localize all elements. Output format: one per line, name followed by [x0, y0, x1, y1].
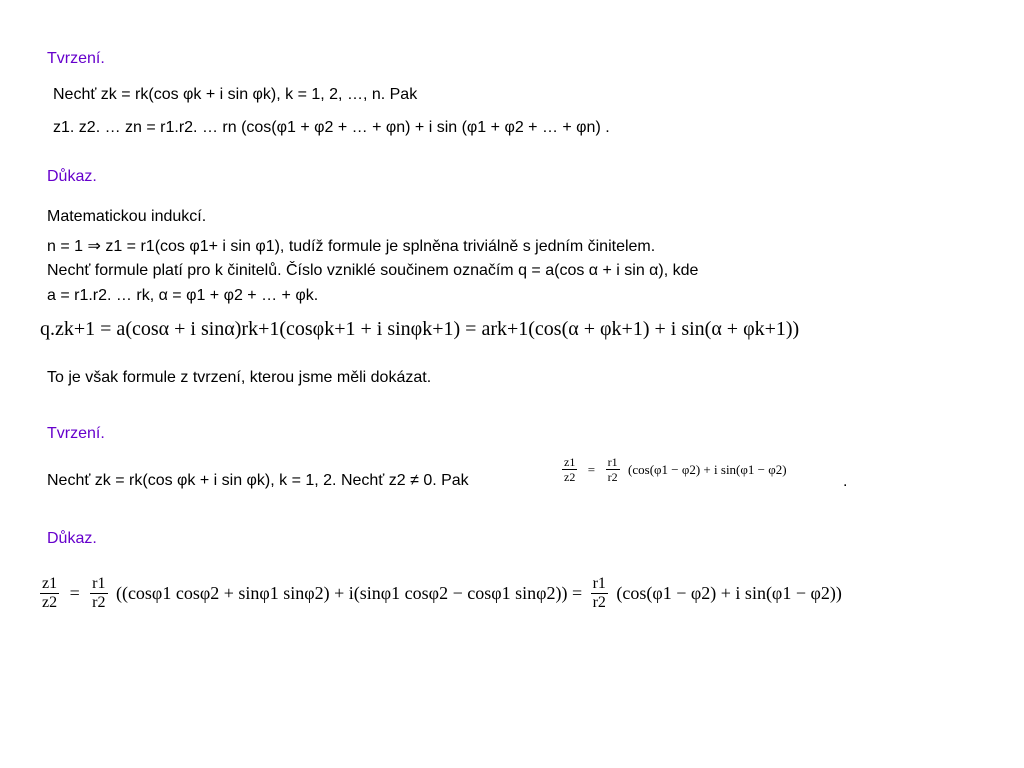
- proof1-heading: Důkaz.: [47, 168, 97, 185]
- proof1-line4: a = r1.r2. … rk, α = φ1 + φ2 + … + φk.: [47, 287, 319, 304]
- proof1-conclusion: To je však formule z tvrzení, kterou jsme měli dokázat.: [47, 369, 432, 386]
- proof2-formula: [40, 575, 842, 612]
- section2-formula-rest: (cos(φ1 − φ2) + i sin(φ1 − φ2): [628, 461, 787, 477]
- section2-formula: [562, 455, 787, 484]
- proof1-line3: Nechť formule platí pro k činitelů. Číslo vzniklé součinem označím q = a(cos α + i sin α), kde: [47, 262, 699, 279]
- fraction-z1-z2: $\frac{z1}{z2}$: [42, 575, 58, 611]
- equals-sign: =: [69, 583, 80, 603]
- section2-heading: Tvrzení.: [47, 425, 105, 442]
- fraction-r1-r2: $\frac{r1}{r2}$: [607, 455, 618, 484]
- section1-heading: Tvrzení.: [47, 50, 105, 67]
- section2-line1: Nechť zk = rk(cos φk + i sin φk), k = 1, 2. Nechť z2 ≠ 0. Pak: [47, 472, 469, 489]
- proof2-formula-middle: ((cosφ1 cosφ2 + sinφ1 sinφ2) + i(sinφ1 cosφ2 − cosφ1 sinφ2)) =: [115, 583, 583, 603]
- proof2-formula-end: (cos(φ1 − φ2) + i sin(φ1 − φ2)): [616, 583, 842, 603]
- section2-period: .: [843, 473, 848, 490]
- section1-line1: Nechť zk = rk(cos φk + i sin φk), k = 1, 2, …, n. Pak: [53, 86, 418, 103]
- fraction-r1-r2-second: $\frac{r1}{r2}$: [592, 575, 606, 611]
- proof1-line1: Matematickou indukcí.: [47, 208, 207, 225]
- proof1-line2: n = 1 ⇒ z1 = r1(cos φ1+ i sin φ1), tudíž formule je splněna triviálně s jedním činitelem.: [47, 238, 656, 255]
- fraction-z1-z2: $\frac{z1}{z2}$: [564, 455, 576, 484]
- proof1-equation: q.zk+1 = a(cosα + i sinα)rk+1(cosφk+1 + i sinφk+1) = ark+1(cos(α + φk+1) + i sin(α + φk+1)): [40, 318, 800, 340]
- proof2-heading: Důkaz.: [47, 530, 97, 547]
- fraction-r1-r2: $\frac{r1}{r2}$: [92, 575, 106, 611]
- section1-line2: z1. z2. … zn = r1.r2. … rn (cos(φ1 + φ2 + … + φn) + i sin (φ1 + φ2 + … + φn) .: [53, 119, 610, 136]
- equals-sign: =: [587, 461, 596, 477]
